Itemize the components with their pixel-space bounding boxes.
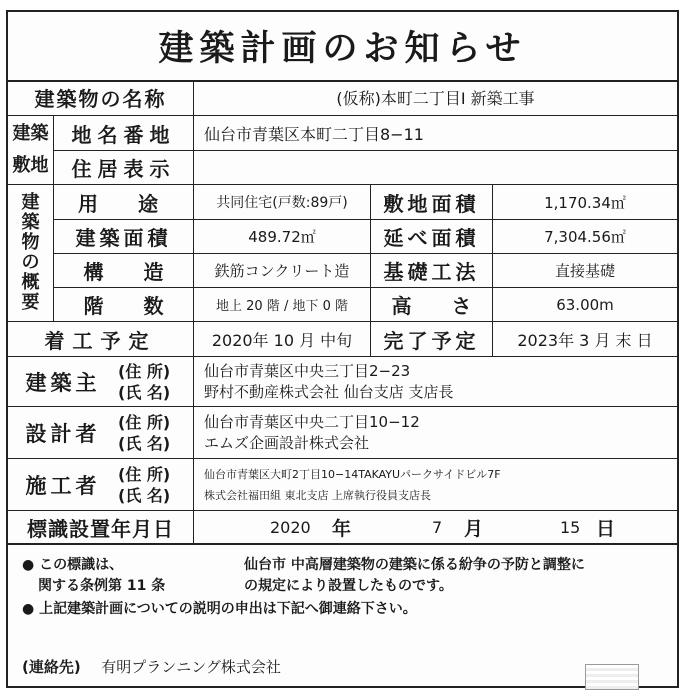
height-label: 高さ: [371, 288, 493, 321]
overview-char-2: 築: [21, 212, 40, 233]
foundation-label: 基礎工法: [371, 254, 493, 287]
row-lot-number: [54, 116, 677, 151]
designer-sub-name: (氏 名): [118, 433, 171, 453]
posted-year-unit: 年: [332, 517, 352, 540]
contact-value: 有明プランニング株式会社: [101, 658, 281, 676]
designer-label: 設計者: [25, 421, 101, 446]
posted-label: 標識設置年月日: [8, 511, 194, 543]
owner-sub-address: (住 所): [118, 361, 171, 381]
use-label-text: 用途: [78, 191, 198, 216]
structure-value: 鉄筋コンクリート造: [194, 254, 371, 287]
note-line1-left: ● この標識は、: [22, 557, 124, 573]
use-label: [54, 185, 198, 219]
contractor-sub-labels: [118, 459, 194, 510]
building-area-label: 建築面積: [54, 220, 194, 253]
owner-label: 建築主: [25, 370, 101, 395]
row-building-area: [54, 220, 677, 254]
contractor-label: 施工者: [25, 473, 101, 498]
note-line1-right: 仙台市 中高層建築物の建築に係る紛争の予防と調整に: [244, 557, 585, 573]
note-line2-right: の規定により設置したものです。: [244, 578, 453, 594]
designer-sub-labels: [118, 407, 194, 458]
owner-sub-name: (氏 名): [118, 382, 171, 402]
designer-values: [194, 407, 677, 458]
height-value: 63.00m: [556, 295, 614, 314]
site-group-label: [8, 116, 54, 185]
site-group-label-top: 建築: [12, 123, 49, 144]
row-contractor: [8, 459, 677, 511]
row-posted-date: [8, 511, 677, 545]
row-address-display: [54, 151, 677, 185]
owner-name: 野村不動産株式会社 仙台支店 支店長: [204, 382, 454, 401]
site-area-value: 1,170.34㎡: [544, 193, 626, 212]
owner-sub-labels: [118, 357, 194, 406]
contractor-address: 仙台市青葉区大町2丁目10−14TAKAYUパークサイドビル7F: [204, 467, 501, 481]
row-building-name: [8, 80, 677, 116]
note-line2-left: 関する条例第 11 条: [38, 578, 166, 594]
overview-char-6: 要: [21, 292, 40, 313]
floors-label: 階数: [54, 288, 194, 321]
lot-number-value: 仙台市青葉区本町二丁目8−11: [204, 124, 424, 144]
designer-sub-address: (住 所): [118, 412, 171, 432]
owner-address: 仙台市青葉区中央三丁目2−23: [204, 361, 411, 380]
lot-number-label: 地名番地: [54, 116, 194, 150]
floor-area-label: 延べ面積: [371, 220, 493, 253]
building-name-label: 建築物の名称: [8, 80, 194, 115]
notice-title: 建築計画のお知らせ: [8, 12, 677, 82]
notice-board: [6, 10, 679, 688]
permit-sticker: [585, 664, 639, 690]
contractor-sub-address: (住 所): [118, 464, 171, 484]
building-name-value: (仮称)本町二丁目Ⅰ 新築工事: [336, 89, 535, 108]
foundation-value: 直接基礎: [554, 262, 615, 280]
use-value: 共同住宅(戸数:89戸): [194, 185, 371, 219]
overview-char-3: 物: [21, 232, 40, 253]
start-label: 着工予定: [8, 322, 194, 356]
posted-year: 2020: [270, 517, 311, 537]
posted-month: 7: [432, 517, 443, 537]
posted-day: 15: [560, 517, 581, 537]
start-value: 2020年 10 月 中旬: [194, 322, 371, 356]
designer-name: エムズ企画設計株式会社: [204, 433, 370, 452]
contractor-name: 株式会社福田組 東北支店 上席執行役員支店長: [204, 488, 431, 502]
posted-value: [194, 511, 677, 543]
finish-label: 完了予定: [371, 322, 493, 356]
address-display-label: 住居表示: [54, 151, 194, 184]
contact-label: (連絡先): [22, 658, 81, 676]
contractor-values: [194, 459, 677, 510]
row-owner: [8, 357, 677, 407]
overview-char-1: 建: [21, 192, 40, 213]
overview-char-5: 概: [21, 272, 40, 293]
structure-label: 構造: [54, 254, 194, 287]
row-structure: [54, 254, 677, 288]
site-area-label: 敷地面積: [371, 185, 493, 219]
row-designer: [8, 407, 677, 459]
overview-char-4: の: [21, 252, 40, 273]
floor-area-value: 7,304.56㎡: [544, 228, 626, 246]
posted-month-unit: 月: [464, 517, 484, 540]
building-area-value: 489.72㎡: [194, 220, 371, 253]
address-display-value: [194, 151, 677, 184]
designer-address: 仙台市青葉区中央二丁目10−12: [204, 412, 420, 431]
note-line3: ● 上記建築計画についての説明の申出は下記へ御連絡下さい。: [22, 601, 417, 617]
row-use: [54, 185, 677, 220]
site-group-label-bottom: 敷地: [12, 155, 49, 176]
contractor-sub-name: (氏 名): [118, 485, 171, 505]
posted-day-unit: 日: [596, 517, 616, 540]
contact: [22, 656, 281, 677]
overview-group-label: [8, 185, 54, 322]
row-schedule: [8, 322, 677, 357]
row-floors: [54, 288, 677, 322]
owner-values: [194, 357, 677, 406]
finish-value: 2023年 3 月 末 日: [517, 330, 653, 350]
floors-value: 地上 20 階 / 地下 0 階: [194, 288, 371, 321]
